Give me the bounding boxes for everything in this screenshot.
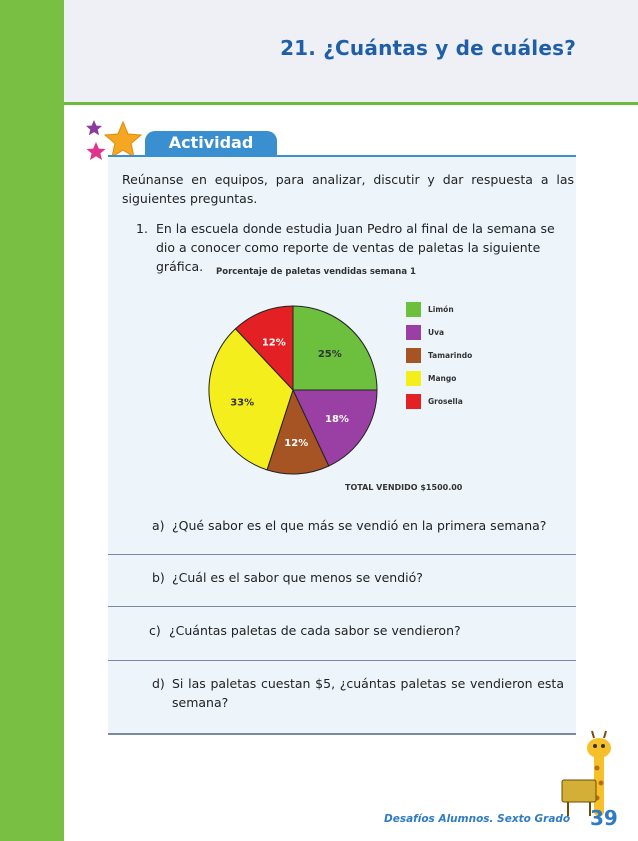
pie-chart	[200, 310, 400, 500]
activity-instructions: Reúnanse en equipos, para analizar, discutir y dar respuesta a las siguientes preguntas.	[122, 172, 574, 206]
question-c	[149, 621, 561, 640]
legend-label: Uva	[428, 328, 445, 337]
question-d	[152, 674, 564, 712]
legend-swatch	[406, 348, 421, 363]
chart-title: Porcentaje de paletas vendidas semana 1	[216, 267, 416, 277]
question-1-number: 1.	[136, 221, 148, 236]
header-divider	[64, 102, 638, 105]
question-d-letter: d)	[152, 676, 165, 691]
pie-data-label: 25%	[317, 349, 342, 361]
legend-label: Limón	[428, 305, 454, 314]
legend-swatch	[406, 371, 421, 386]
legend-swatch	[406, 394, 421, 409]
legend-swatch	[406, 302, 421, 317]
question-b	[152, 568, 564, 587]
question-d-text: Si las paletas cuestan $5, ¿cuántas paletas se vendieron esta semana?	[172, 676, 564, 710]
question-1-text: En la escuela donde estudia Juan Pedro al final de la semana se dio a conocer como reporte de ventas de paletas la siguiente gráfica.	[156, 221, 555, 274]
star-icon	[105, 122, 141, 157]
page-number: 39	[590, 806, 618, 830]
question-c-text: ¿Cuántas paletas de cada sabor se vendieron?	[169, 623, 461, 638]
question-a	[152, 516, 564, 535]
legend-label: Mango	[428, 374, 457, 383]
legend-label: Tamarindo	[428, 351, 473, 360]
question-a-text: ¿Qué sabor es el que más se vendió en la primera semana?	[172, 518, 547, 533]
legend-label: Grosella	[428, 397, 463, 406]
legend-swatch	[406, 325, 421, 340]
star-icon	[87, 142, 106, 160]
pie-data-label: 12%	[261, 337, 286, 349]
pie-data-label: 12%	[284, 437, 309, 449]
answer-line-c	[108, 660, 576, 661]
star-icon	[86, 120, 102, 135]
question-c-letter: c)	[149, 623, 161, 638]
activity-tab: Actividad	[145, 131, 277, 155]
pie-data-label: 18%	[325, 413, 349, 425]
question-b-letter: b)	[152, 570, 165, 585]
question-b-text: ¿Cuál es el sabor que menos se vendió?	[172, 570, 423, 585]
footer-label: Desafíos Alumnos. Sexto Grado	[384, 813, 571, 825]
left-color-bar	[0, 0, 64, 841]
pie-data-label: 33%	[230, 397, 255, 409]
answer-line-b	[108, 606, 576, 607]
answer-line-a	[108, 554, 576, 555]
pie-slice-limn	[293, 306, 377, 390]
question-a-letter: a)	[152, 518, 165, 533]
page-title: 21. ¿Cuántas y de cuáles?	[280, 36, 576, 60]
total-sold-annotation: TOTAL VENDIDO $1500.00	[345, 483, 463, 492]
